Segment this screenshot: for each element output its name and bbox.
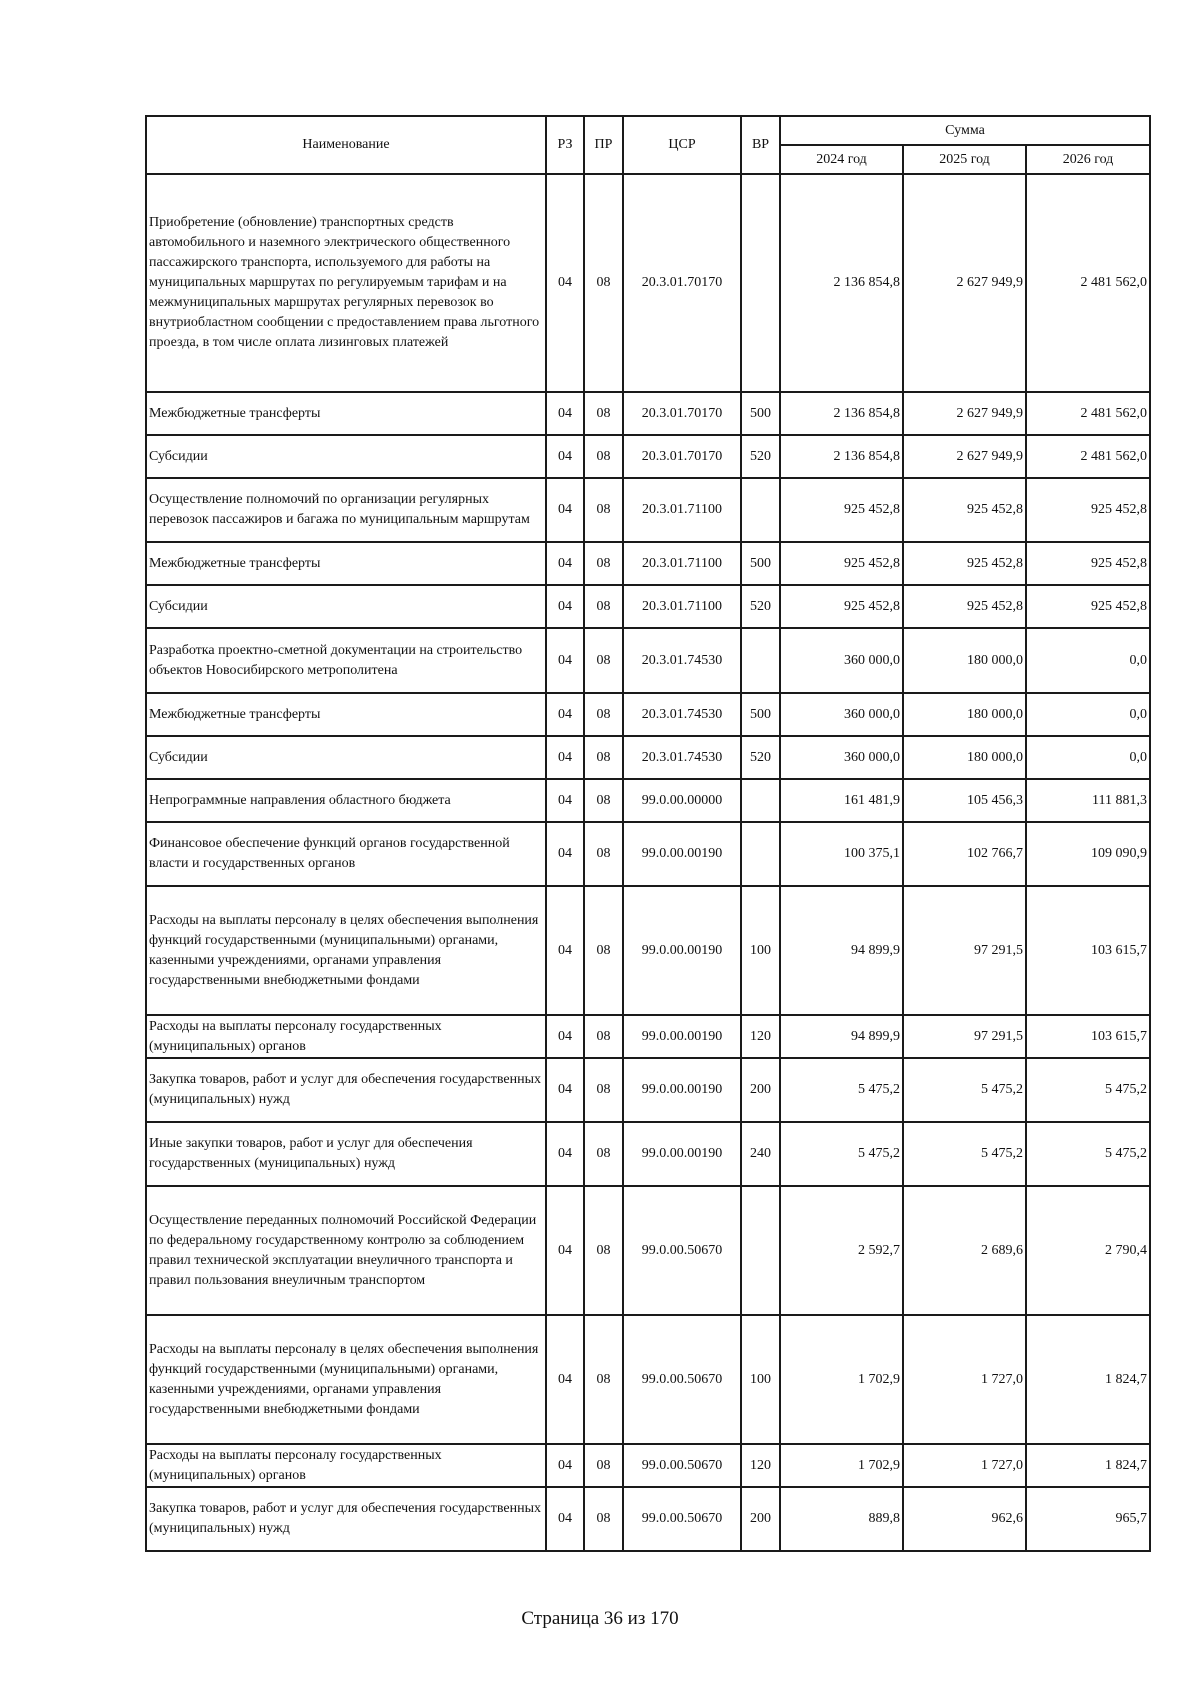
page-number: Страница 36 из 170: [521, 1608, 679, 1629]
cell-2025: 962,6: [903, 1487, 1026, 1551]
header-pr: ПР: [584, 116, 623, 174]
cell-2025: 5 475,2: [903, 1122, 1026, 1186]
cell-name: Субсидии: [146, 736, 546, 779]
cell-name: Иные закупки товаров, работ и услуг для обеспечения государственных (муниципальных) нужд: [146, 1122, 546, 1186]
cell-name: Осуществление переданных полномочий Российской Федерации по федеральному государственному контролю за соблюдением правил технической эксплуатации внеуличного транспорта и правил пользования внеуличным транспортом: [146, 1186, 546, 1315]
header-name: Наименование: [146, 116, 546, 174]
cell-vr: [741, 779, 780, 822]
cell-name: Осуществление полномочий по организации регулярных перевозок пассажиров и багажа по муниципальным маршрутам: [146, 478, 546, 542]
table-row: [146, 174, 1150, 392]
table-row: [146, 1015, 1150, 1058]
cell-name: Межбюджетные трансферты: [146, 392, 546, 435]
cell-pr: 08: [584, 478, 623, 542]
cell-rz: 04: [546, 1186, 584, 1315]
cell-csr: 99.0.00.50670: [623, 1186, 741, 1315]
cell-rz: 04: [546, 1058, 584, 1122]
cell-csr: 99.0.00.50670: [623, 1487, 741, 1551]
cell-2025: 925 452,8: [903, 478, 1026, 542]
cell-2024: 2 136 854,8: [780, 392, 903, 435]
cell-csr: 99.0.00.50670: [623, 1315, 741, 1444]
cell-2025: 97 291,5: [903, 886, 1026, 1015]
cell-vr: [741, 478, 780, 542]
cell-csr: 99.0.00.50670: [623, 1444, 741, 1487]
cell-vr: 500: [741, 542, 780, 585]
cell-pr: 08: [584, 628, 623, 693]
cell-name: Приобретение (обновление) транспортных средств автомобильного и наземного электрического общественного пассажирского транспорта, используемого для работы на муниципальных маршрутах по регулируемым тарифам и на межмуниципальных маршрутах регулярных перевозок во внутриобластном сообщении с предоставлением права льготного проезда, в том числе оплата лизинговых платежей: [146, 174, 546, 392]
cell-vr: [741, 628, 780, 693]
cell-2025: 5 475,2: [903, 1058, 1026, 1122]
cell-csr: 20.3.01.74530: [623, 736, 741, 779]
cell-2026: 2 481 562,0: [1026, 174, 1150, 392]
cell-2025: 2 627 949,9: [903, 435, 1026, 478]
cell-name: Расходы на выплаты персоналу государственных (муниципальных) органов: [146, 1015, 546, 1058]
cell-2024: 5 475,2: [780, 1058, 903, 1122]
cell-2024: 360 000,0: [780, 736, 903, 779]
cell-vr: 500: [741, 392, 780, 435]
cell-2025: 105 456,3: [903, 779, 1026, 822]
cell-2025: 97 291,5: [903, 1015, 1026, 1058]
cell-rz: 04: [546, 736, 584, 779]
cell-2026: 0,0: [1026, 693, 1150, 736]
cell-rz: 04: [546, 822, 584, 886]
cell-pr: 08: [584, 736, 623, 779]
cell-rz: 04: [546, 693, 584, 736]
cell-pr: 08: [584, 693, 623, 736]
table-row: [146, 1315, 1150, 1444]
table-row: [146, 822, 1150, 886]
cell-vr: 120: [741, 1015, 780, 1058]
cell-rz: 04: [546, 1487, 584, 1551]
header-vr: ВР: [741, 116, 780, 174]
cell-2024: 360 000,0: [780, 693, 903, 736]
cell-pr: 08: [584, 1058, 623, 1122]
cell-csr: 20.3.01.74530: [623, 693, 741, 736]
cell-pr: 08: [584, 1186, 623, 1315]
cell-name: Разработка проектно-сметной документации на строительство объектов Новосибирского метрополитена: [146, 628, 546, 693]
cell-2026: 2 481 562,0: [1026, 392, 1150, 435]
cell-name: Межбюджетные трансферты: [146, 542, 546, 585]
cell-2024: 94 899,9: [780, 886, 903, 1015]
table-body: [146, 174, 1150, 1551]
cell-2026: 925 452,8: [1026, 478, 1150, 542]
cell-name: Непрограммные направления областного бюджета: [146, 779, 546, 822]
cell-2024: 161 481,9: [780, 779, 903, 822]
cell-vr: 520: [741, 585, 780, 628]
cell-name: Субсидии: [146, 435, 546, 478]
cell-2025: 180 000,0: [903, 736, 1026, 779]
cell-csr: 99.0.00.00190: [623, 1058, 741, 1122]
table-row: [146, 1444, 1150, 1487]
budget-table: [145, 115, 1151, 1552]
cell-name: Межбюджетные трансферты: [146, 693, 546, 736]
cell-2026: 5 475,2: [1026, 1122, 1150, 1186]
cell-name: Субсидии: [146, 585, 546, 628]
cell-csr: 99.0.00.00190: [623, 886, 741, 1015]
cell-2024: 1 702,9: [780, 1315, 903, 1444]
cell-2024: 2 136 854,8: [780, 174, 903, 392]
cell-csr: 99.0.00.00190: [623, 822, 741, 886]
cell-rz: 04: [546, 1122, 584, 1186]
cell-2024: 100 375,1: [780, 822, 903, 886]
cell-rz: 04: [546, 628, 584, 693]
cell-2024: 925 452,8: [780, 585, 903, 628]
cell-pr: 08: [584, 822, 623, 886]
cell-pr: 08: [584, 1315, 623, 1444]
cell-vr: [741, 1186, 780, 1315]
cell-csr: 20.3.01.70170: [623, 392, 741, 435]
cell-2026: 109 090,9: [1026, 822, 1150, 886]
cell-rz: 04: [546, 1315, 584, 1444]
cell-2025: 102 766,7: [903, 822, 1026, 886]
cell-pr: 08: [584, 542, 623, 585]
cell-2025: 180 000,0: [903, 693, 1026, 736]
cell-2024: 2 592,7: [780, 1186, 903, 1315]
cell-2026: 103 615,7: [1026, 1015, 1150, 1058]
cell-rz: 04: [546, 1444, 584, 1487]
cell-2024: 1 702,9: [780, 1444, 903, 1487]
table-row: [146, 435, 1150, 478]
cell-2026: 925 452,8: [1026, 542, 1150, 585]
cell-csr: 20.3.01.71100: [623, 585, 741, 628]
cell-vr: 240: [741, 1122, 780, 1186]
table-row: [146, 478, 1150, 542]
cell-rz: 04: [546, 886, 584, 1015]
cell-vr: 520: [741, 435, 780, 478]
cell-2025: 2 627 949,9: [903, 392, 1026, 435]
table-row: [146, 1058, 1150, 1122]
cell-2026: 103 615,7: [1026, 886, 1150, 1015]
cell-pr: 08: [584, 585, 623, 628]
cell-csr: 20.3.01.70170: [623, 174, 741, 392]
cell-name: Финансовое обеспечение функций органов государственной власти и государственных органов: [146, 822, 546, 886]
table-row: [146, 392, 1150, 435]
cell-2025: 2 689,6: [903, 1186, 1026, 1315]
cell-2026: 111 881,3: [1026, 779, 1150, 822]
cell-rz: 04: [546, 779, 584, 822]
cell-rz: 04: [546, 478, 584, 542]
cell-name: Расходы на выплаты персоналу в целях обеспечения выполнения функций государственными (муниципальными) органами, казенными учреждениями, органами управления государственными внебюджетными фондами: [146, 886, 546, 1015]
table-row: [146, 736, 1150, 779]
cell-pr: 08: [584, 886, 623, 1015]
cell-rz: 04: [546, 585, 584, 628]
cell-pr: 08: [584, 392, 623, 435]
cell-rz: 04: [546, 542, 584, 585]
cell-vr: 100: [741, 886, 780, 1015]
header-sum: Сумма: [780, 116, 1150, 145]
cell-2026: 2 481 562,0: [1026, 435, 1150, 478]
cell-pr: 08: [584, 174, 623, 392]
cell-csr: 20.3.01.71100: [623, 542, 741, 585]
header-year-2026: 2026 год: [1026, 145, 1150, 174]
table-row: [146, 1186, 1150, 1315]
cell-pr: 08: [584, 779, 623, 822]
cell-2024: 889,8: [780, 1487, 903, 1551]
cell-name: Расходы на выплаты персоналу в целях обеспечения выполнения функций государственными (муниципальными) органами, казенными учреждениями, органами управления государственными внебюджетными фондами: [146, 1315, 546, 1444]
cell-2024: 94 899,9: [780, 1015, 903, 1058]
header-rz: РЗ: [546, 116, 584, 174]
cell-vr: 100: [741, 1315, 780, 1444]
cell-csr: 99.0.00.00190: [623, 1015, 741, 1058]
cell-vr: 520: [741, 736, 780, 779]
header-year-2025: 2025 год: [903, 145, 1026, 174]
cell-rz: 04: [546, 435, 584, 478]
cell-name: Закупка товаров, работ и услуг для обеспечения государственных (муниципальных) нужд: [146, 1487, 546, 1551]
table-row: [146, 628, 1150, 693]
cell-vr: 120: [741, 1444, 780, 1487]
cell-2025: 925 452,8: [903, 542, 1026, 585]
cell-2024: 360 000,0: [780, 628, 903, 693]
cell-rz: 04: [546, 1015, 584, 1058]
cell-vr: [741, 822, 780, 886]
table-row: [146, 585, 1150, 628]
header-csr: ЦСР: [623, 116, 741, 174]
cell-2025: 180 000,0: [903, 628, 1026, 693]
table-row: [146, 693, 1150, 736]
cell-2026: 1 824,7: [1026, 1315, 1150, 1444]
cell-pr: 08: [584, 1015, 623, 1058]
cell-2026: 1 824,7: [1026, 1444, 1150, 1487]
cell-2024: 925 452,8: [780, 478, 903, 542]
cell-csr: 20.3.01.71100: [623, 478, 741, 542]
cell-2026: 5 475,2: [1026, 1058, 1150, 1122]
cell-2025: 925 452,8: [903, 585, 1026, 628]
cell-pr: 08: [584, 1487, 623, 1551]
cell-rz: 04: [546, 392, 584, 435]
cell-pr: 08: [584, 1122, 623, 1186]
header-year-2024: 2024 год: [780, 145, 903, 174]
cell-2026: 2 790,4: [1026, 1186, 1150, 1315]
cell-vr: 500: [741, 693, 780, 736]
cell-pr: 08: [584, 435, 623, 478]
cell-pr: 08: [584, 1444, 623, 1487]
cell-vr: [741, 174, 780, 392]
cell-2026: 0,0: [1026, 736, 1150, 779]
cell-2025: 1 727,0: [903, 1315, 1026, 1444]
cell-csr: 99.0.00.00000: [623, 779, 741, 822]
cell-2026: 0,0: [1026, 628, 1150, 693]
cell-2026: 965,7: [1026, 1487, 1150, 1551]
cell-rz: 04: [546, 174, 584, 392]
cell-2024: 2 136 854,8: [780, 435, 903, 478]
cell-csr: 20.3.01.70170: [623, 435, 741, 478]
cell-2025: 1 727,0: [903, 1444, 1026, 1487]
table-header: [146, 116, 1150, 174]
table-row: [146, 1122, 1150, 1186]
cell-vr: 200: [741, 1058, 780, 1122]
table-row: [146, 779, 1150, 822]
cell-name: Закупка товаров, работ и услуг для обеспечения государственных (муниципальных) нужд: [146, 1058, 546, 1122]
cell-name: Расходы на выплаты персоналу государственных (муниципальных) органов: [146, 1444, 546, 1487]
cell-2026: 925 452,8: [1026, 585, 1150, 628]
table-row: [146, 1487, 1150, 1551]
cell-csr: 99.0.00.00190: [623, 1122, 741, 1186]
cell-2024: 5 475,2: [780, 1122, 903, 1186]
cell-csr: 20.3.01.74530: [623, 628, 741, 693]
cell-2024: 925 452,8: [780, 542, 903, 585]
table-row: [146, 886, 1150, 1015]
cell-vr: 200: [741, 1487, 780, 1551]
table-row: [146, 542, 1150, 585]
cell-2025: 2 627 949,9: [903, 174, 1026, 392]
